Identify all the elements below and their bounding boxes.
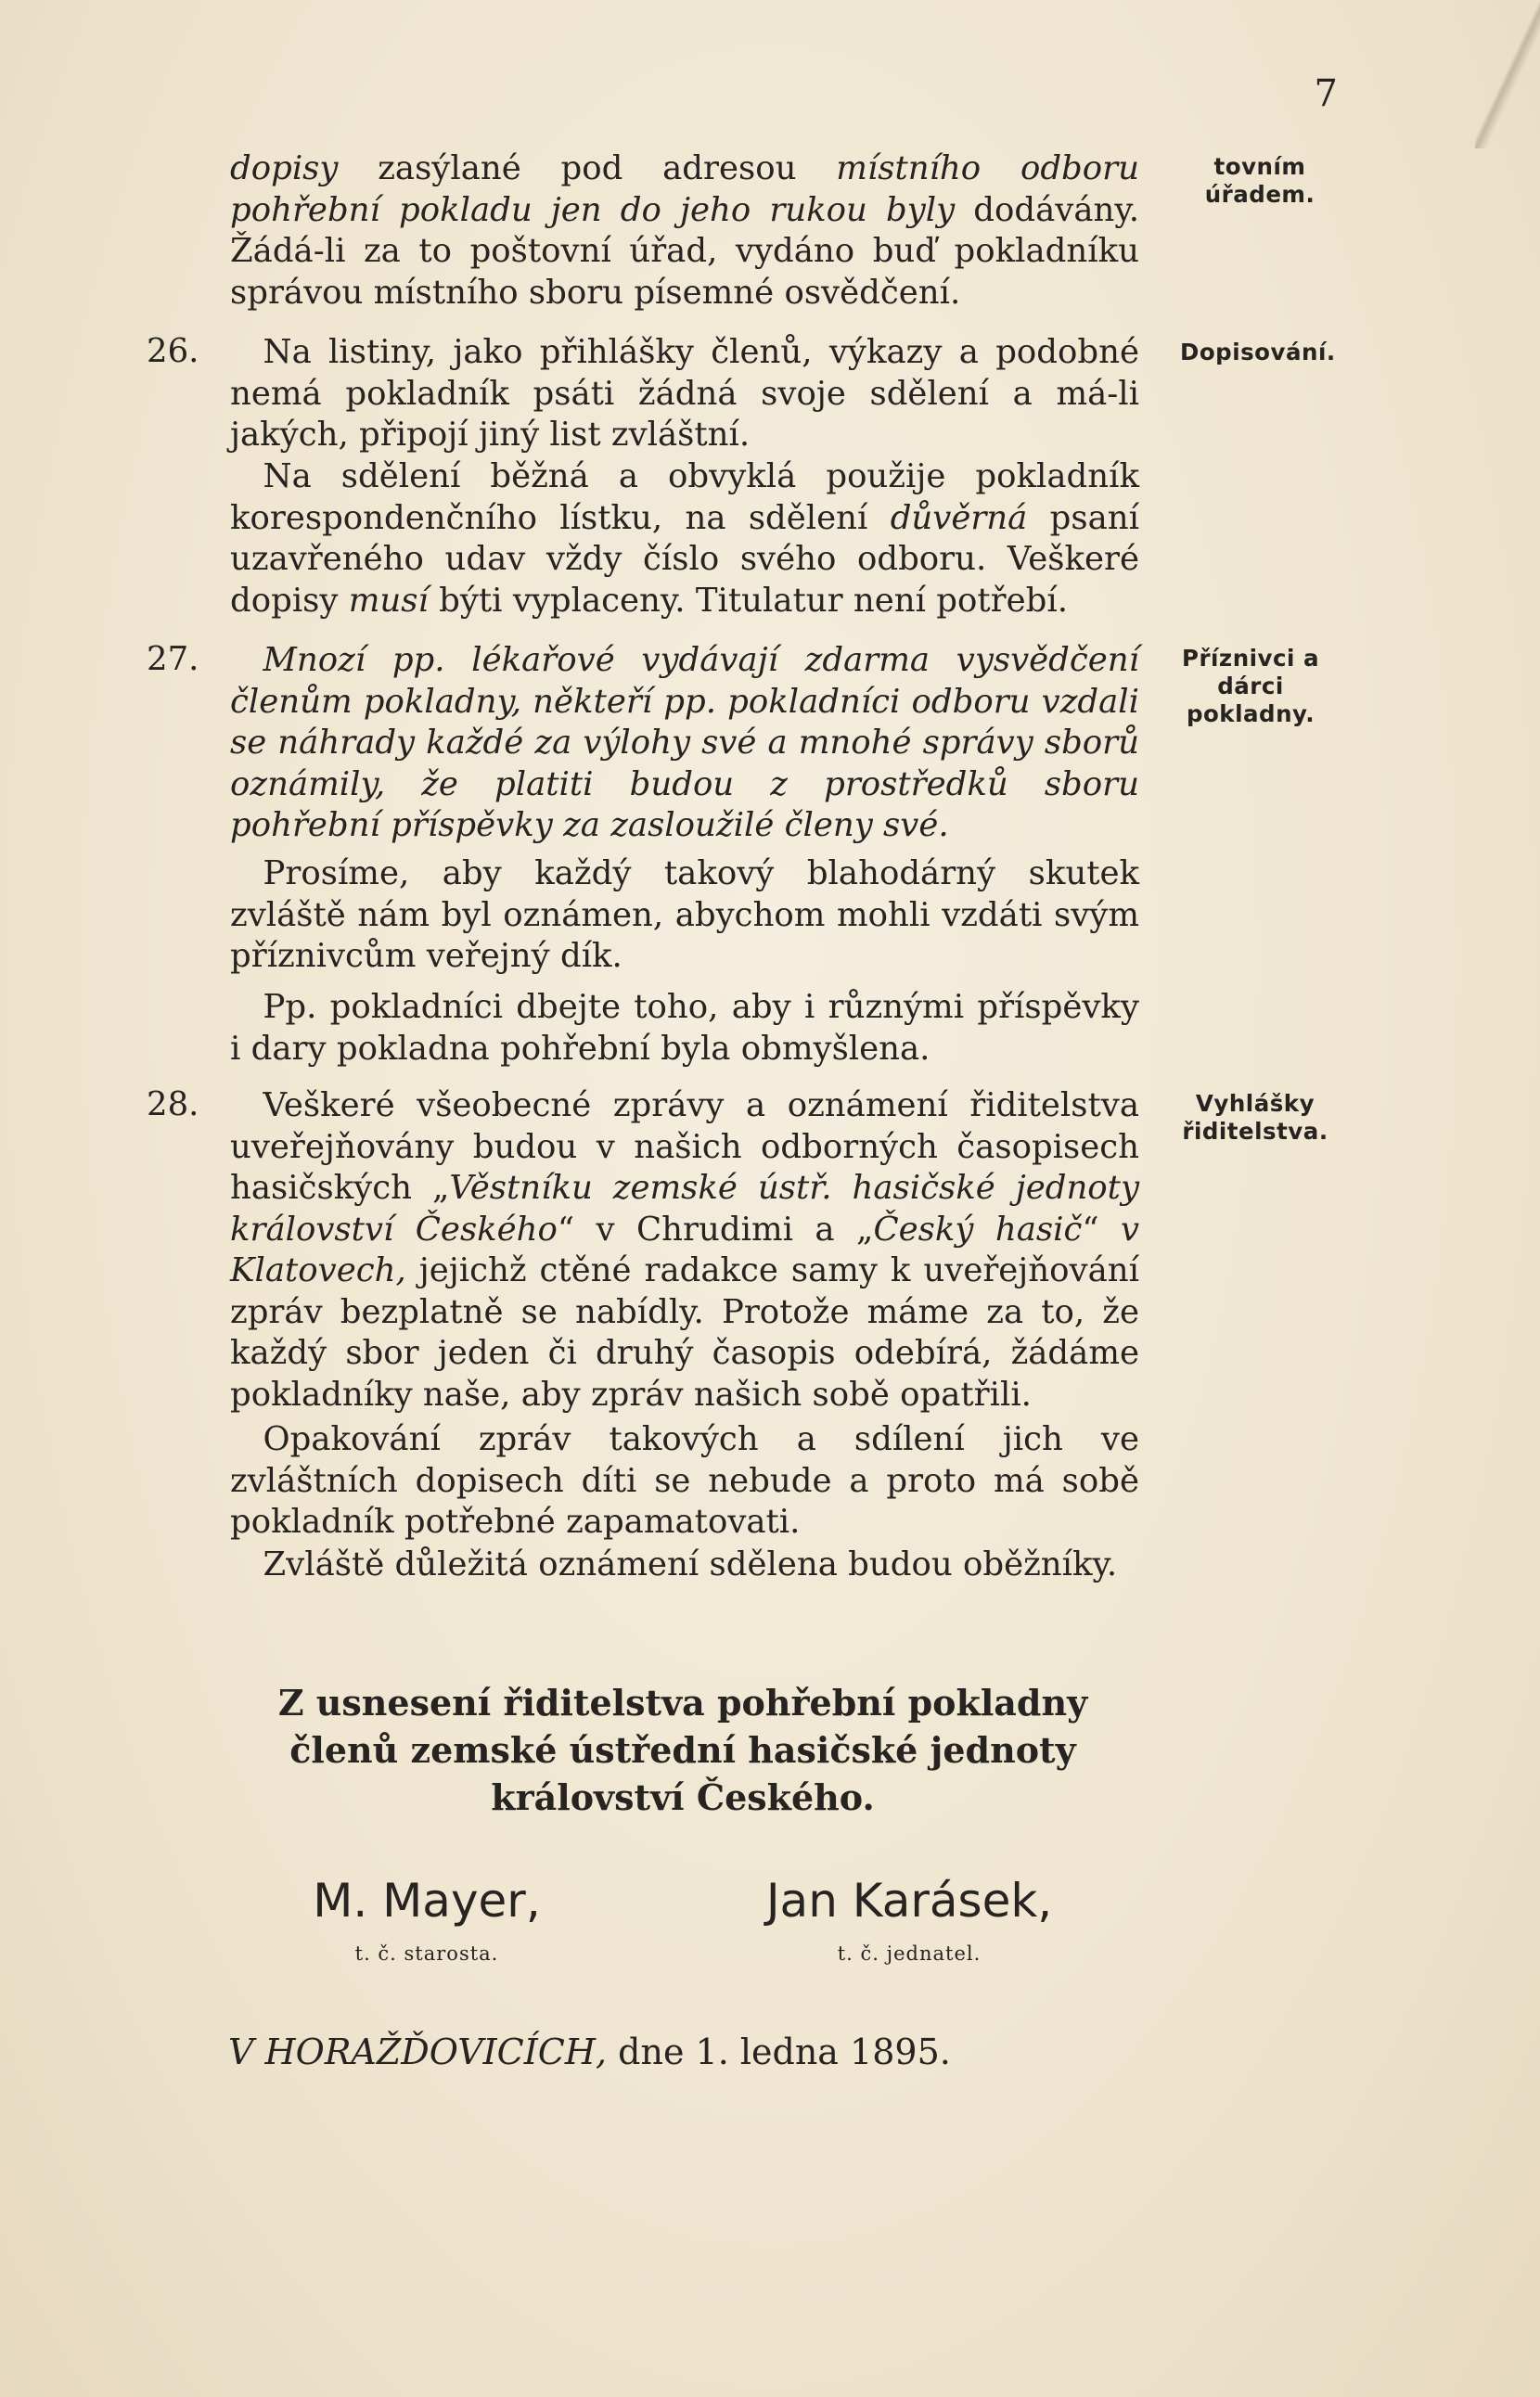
italic-text: Mnozí pp. lékařové vydávají zdarma vysvědčení členům pokladny, někteří pp. pokladníci odboru vzdali se náhrady každé za výlohy své a mnohé správy sborů oznámily, že platiti budou z prostředků sboru pohřební příspěvky za zasloužilé členy své. xyxy=(230,641,1139,844)
italic-text: musí xyxy=(348,581,429,620)
italic-text: důvěrná xyxy=(890,498,1028,537)
paragraph-26 xyxy=(230,332,1139,456)
signer-role: t. č. jednatel. xyxy=(837,1942,982,1965)
body-text: Opakování zpráv takových a sdílení jich ve zvláštních dopisech díti se nebude a proto má sobě pokladník potřebné zapamatovati. xyxy=(230,1420,1139,1541)
margin-note-donors: Příznivci a dárci pokladny. xyxy=(1182,645,1319,727)
paragraph-26b xyxy=(230,456,1139,622)
italic-text: v Klatovech, xyxy=(230,1210,1139,1289)
italic-text: dopisy xyxy=(230,149,339,187)
signer-name: Jan Karásek, xyxy=(765,1874,1053,1928)
paragraph-27b xyxy=(230,853,1139,978)
margin-note-announcements: Vyhlášky řiditelstva. xyxy=(1182,1090,1328,1145)
signature-mayer xyxy=(269,1874,584,1965)
margin-note-correspondence: Dopisování. xyxy=(1180,339,1336,365)
italic-text: Věstníku zemské ústř. hasičské jednoty království Českého xyxy=(230,1169,1139,1249)
body-text: jejichž ctěné radakce samy k uveřejňování zpráv bezplatně se nabídly. Protože máme za to, že každý sbor jeden či druhý časopis odebírá, žádáme pokladníky naše, aby zpráv našich sobě opatřili. xyxy=(230,1251,1139,1414)
body-text: Na listiny, jako přihlášky členů, výkazy a podobné nemá pokladník psáti žádná svoje sdělení a má-li jakých, připojí jiný list zvláštní. xyxy=(230,333,1139,454)
resolution-line-2: členů zemské ústřední hasičské jednoty xyxy=(289,1729,1076,1771)
place: V HORAŽĎOVICÍCH, xyxy=(228,2032,608,2072)
paragraph-27 xyxy=(230,640,1139,847)
resolution-line-3: království Českého. xyxy=(491,1776,875,1818)
resolution-line-1: Z usnesení řiditelstva pohřební pokladny xyxy=(277,1682,1088,1724)
body-text: zasýlané pod adresou xyxy=(338,149,837,187)
italic-text: Český hasič xyxy=(873,1210,1083,1249)
paragraph-27c xyxy=(230,987,1139,1070)
margin-note-postal: tovním úřadem. xyxy=(1204,153,1315,208)
body-text: “ xyxy=(1082,1210,1121,1249)
body-text: Na sdělení běžná a obvyklá použije pokladník korespondenčního lístku, na sdělení xyxy=(230,457,1139,537)
body-text: “ v Chrudimi a „ xyxy=(557,1210,874,1249)
body-text: Pp. pokladníci dbejte toho, aby i různými příspěvky i dary pokladna pohřební byla obmyšlena. xyxy=(230,988,1139,1068)
paragraph-0 xyxy=(230,148,1139,314)
date: dne 1. ledna 1895. xyxy=(618,2032,951,2072)
body-text: býti vyplaceny. Titulatur není potřebí. xyxy=(428,581,1068,620)
page-fold-shadow xyxy=(1475,0,1540,148)
body-text: psaní uzavřeného udav vždy číslo svého odboru. Veškeré dopisy xyxy=(230,498,1139,620)
signer-role: t. č. starosta. xyxy=(354,1942,499,1965)
body-text: dodávány. Žádá-li za to poštovní úřad, vydáno buď pokladníku správou místního sboru písemné osvědčení. xyxy=(230,190,1139,312)
body-text: Veškeré všeobecné zprávy a oznámení řiditelstva uveřejňovány budou v našich odborných časopisech hasičských „ xyxy=(230,1086,1139,1207)
resolution-heading xyxy=(219,1679,1147,1821)
body-text: Zvláště důležitá oznámení sdělena budou oběžníky. xyxy=(230,1545,1118,1583)
paragraph-28b xyxy=(230,1419,1139,1544)
section-number-26: 26. xyxy=(147,332,199,370)
page-number: 7 xyxy=(1314,72,1338,115)
place-date xyxy=(228,2032,951,2072)
signature-karasek xyxy=(724,1874,1095,1965)
section-number-28: 28. xyxy=(147,1085,199,1123)
section-number-27: 27. xyxy=(147,640,199,678)
paragraph-28 xyxy=(230,1085,1139,1416)
paragraph-28c xyxy=(230,1545,1139,1586)
signer-name: M. Mayer, xyxy=(313,1874,541,1928)
body-text: Prosíme, aby každý takový blahodárný skutek zvláště nám byl oznámen, abychom mohli vzdáti svým příznivcům veřejný dík. xyxy=(230,854,1139,975)
italic-text: místního odboru pohřební pokladu jen do jeho rukou byly xyxy=(230,149,1139,229)
